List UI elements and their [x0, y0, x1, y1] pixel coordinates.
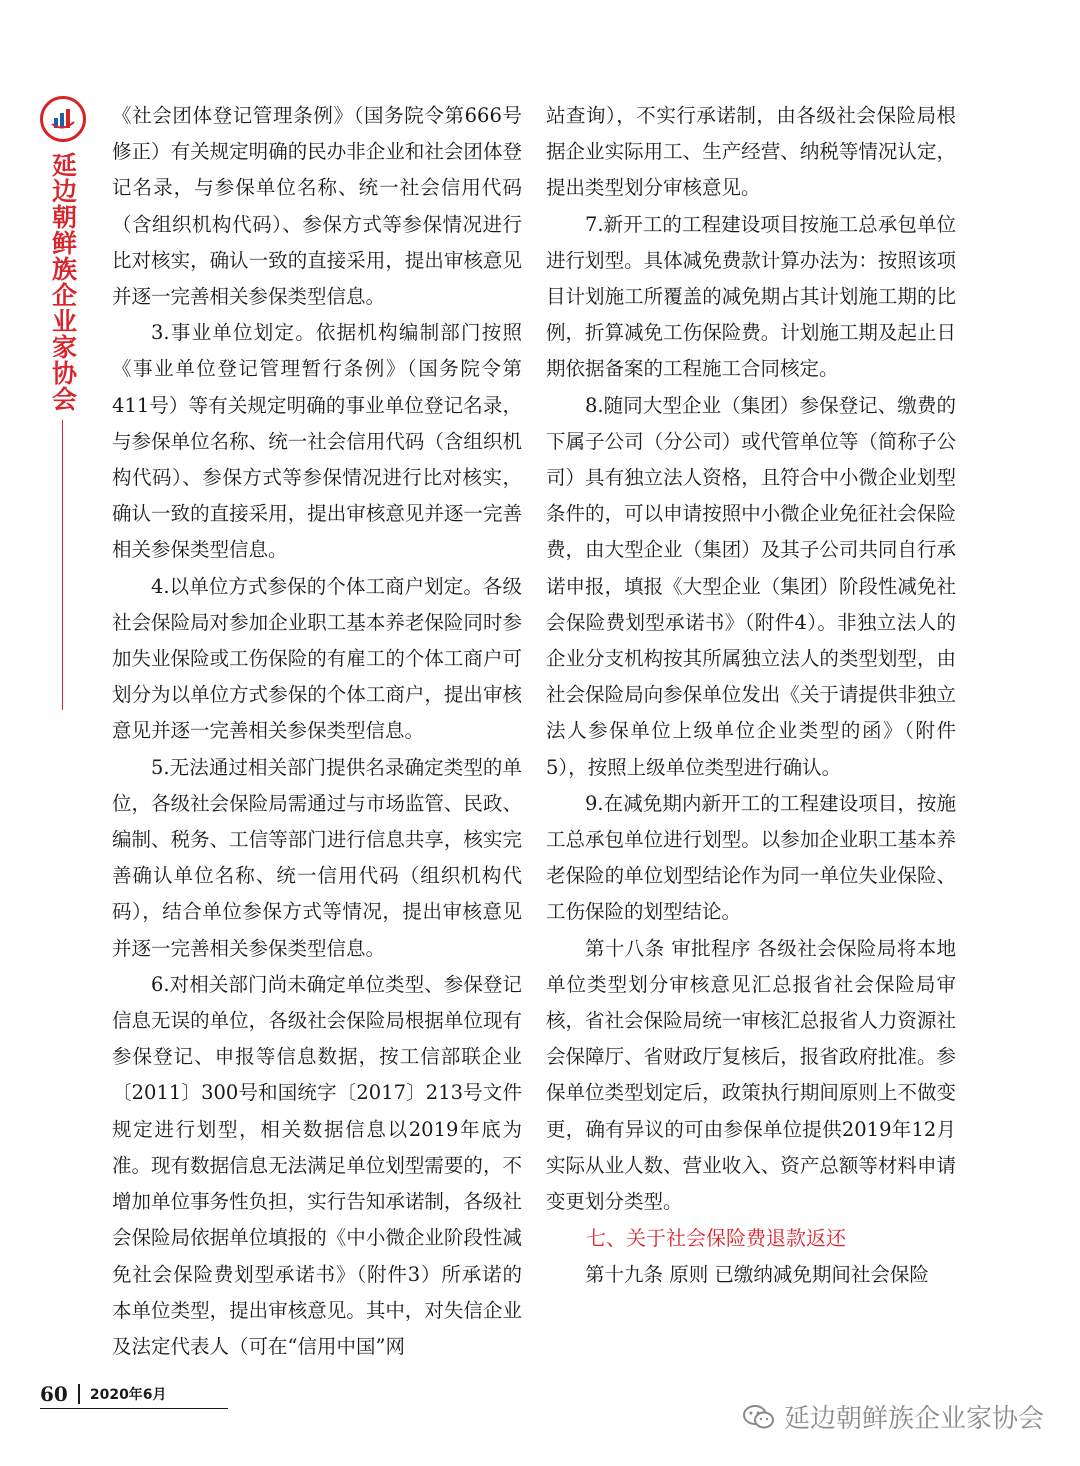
issue-date: 2020年6月 [89, 1387, 167, 1403]
paragraph: 4.以单位方式参保的个体工商户划定。各级社会保险局对参加企业职工基本养老保险同时参加失业保险或工伤保险的有雇工的个体工商户可划分为以单位方式参保的个体工商户，提出审核意见并逐一完善相关参保类型信息。 [112, 574, 522, 743]
paragraph: 第十九条 原则 已缴纳减免期间社会保险 [585, 1262, 929, 1286]
paragraph: 8.随同大型企业（集团）参保登记、缴费的下属子公司（分公司）或代管单位等（简称子公司）具有独立法人资格，且符合中小微企业划型条件的，可以申请按照中小微企业免征社会保险费，由大型企业（集团）及其子公司共同自行承诺申报，填报《大型企业（集团）阶段性减免社会保险费划型承诺书》（附件4）。非独立法人的企业分支机构按其所属独立法人的类型划型，由社会保险局向参保单位发出《关于请提供非独立法人参保单位上级单位企业类型的函》（附件5），按照上级单位类型进行确认。 [546, 393, 956, 779]
footer-rule [40, 1408, 228, 1409]
sidebar [36, 96, 90, 412]
association-logo-icon [40, 96, 86, 142]
paragraph: 6.对相关部门尚未确定单位类型、参保登记信息无误的单位，各级社会保险局根据单位现有参保登记、申报等信息数据，按工信部联企业〔2011〕300号和国统字〔2017〕213号文件规定进行划型，相关数据信息以2019年底为准。现有数据信息无法满足单位划型需要的，不增加单位事务性负担，实行告知承诺制，各级社会保险局依据单位填报的《中小微企业阶段性减免社会保险费划型承诺书》（附件3）所承诺的本单位类型，提出审核意见。其中，对失信企业及法定代表人（可在“信用中国”网 [112, 972, 522, 1358]
left-column [112, 98, 522, 1365]
right-column [546, 98, 956, 1293]
paragraph: 站查询），不实行承诺制，由各级社会保险局根据企业实际用工、生产经营、纳税等情况认定，提出类型划分审核意见。 [546, 104, 956, 200]
paragraph: 9.在减免期内新开工的工程建设项目，按施工总承包单位进行划型。以参加企业职工基本养老保险的单位划型结论作为同一单位失业保险、工伤保险的划型结论。 [546, 791, 956, 924]
paragraph: 7.新开工的工程建设项目按施工总承包单位进行划型。具体减免费款计算办法为：按照该项目计划施工所覆盖的减免期占其计划施工期的比例，折算减免工伤保险费。计划施工期及起止日期依据备案的工程施工合同核定。 [546, 212, 956, 381]
watermark-text: 延边朝鲜族企业家协会 [783, 1404, 1044, 1434]
paragraph: 5.无法通过相关部门提供名录确定类型的单位，各级社会保险局需通过与市场监管、民政、编制、税务、工信等部门进行信息共享，核实完善确认单位名称、统一信用代码（组织机构代码），结合单位参保方式等情况，提出审核意见并逐一完善相关参保类型信息。 [112, 755, 522, 960]
paragraph: 第十八条 审批程序 各级社会保险局将本地单位类型划分审核意见汇总报省社会保险局审核，省社会保险局统一审核汇总报省人力资源社会保障厅、省财政厅复核后，报省政府批准。参保单位类型划定后，政策执行期间原则上不做变更，确有异议的可由参保单位提供2019年12月实际从业人数、营业收入、资产总额等材料申请变更划分类型。 [546, 936, 956, 1214]
page-footer [40, 1382, 167, 1406]
paragraph: 3.事业单位划定。依据机构编制部门按照《事业单位登记管理暂行条例》（国务院令第411号）等有关规定明确的事业单位登记名录，与参保单位名称、统一社会信用代码（含组织机构代码）、参保方式等参保情况进行比对核实，确认一致的直接采用，提出审核意见并逐一完善相关参保类型信息。 [112, 321, 522, 562]
section-heading: 七、关于社会保险费退款返还 [586, 1226, 846, 1251]
footer-separator [78, 1384, 80, 1404]
page-number: 60 [40, 1382, 68, 1406]
wechat-watermark [742, 1398, 1044, 1435]
wechat-icon [742, 1403, 776, 1431]
paragraph: 《社会团体登记管理条例》（国务院令第666号修正）有关规定明确的民办非企业和社会团体登记名录，与参保单位名称、统一社会信用代码（含组织机构代码）、参保方式等参保情况进行比对核实，确认一致的直接采用，提出审核意见并逐一完善相关参保类型信息。 [112, 104, 522, 309]
sidebar-divider [62, 420, 63, 710]
org-name-vertical: 延边朝鲜族企业家协会 [48, 152, 78, 412]
